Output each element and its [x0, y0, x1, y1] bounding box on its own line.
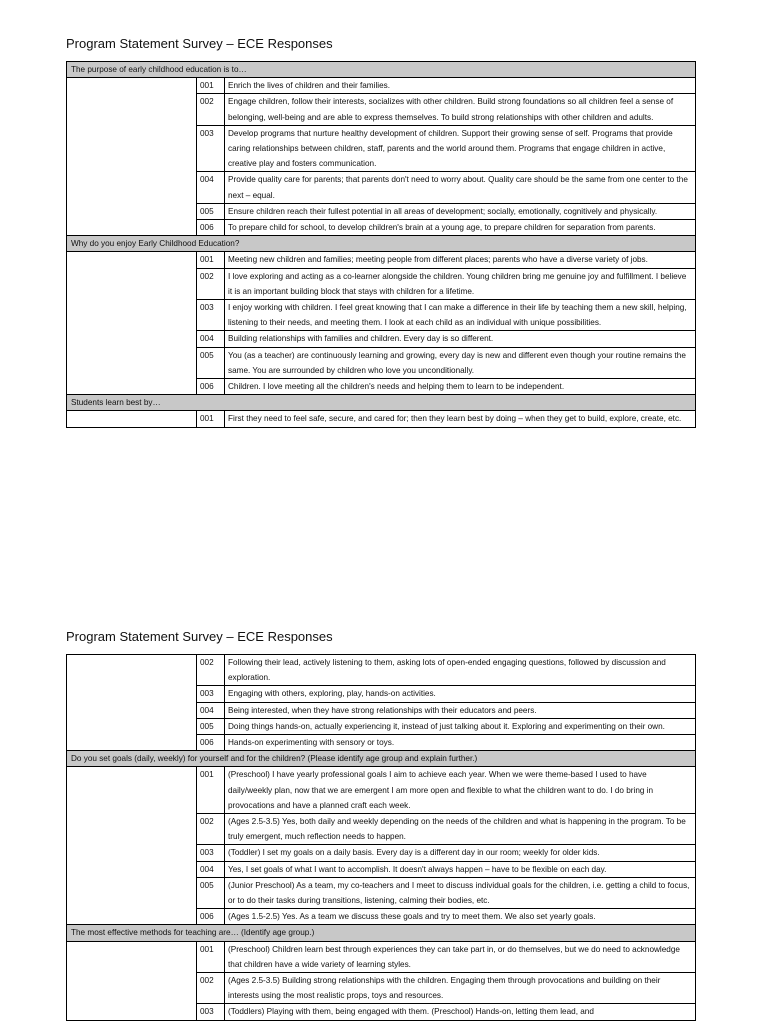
blank-cell	[67, 767, 197, 925]
answer-row	[67, 767, 696, 814]
response-text: Provide quality care for parents; that parents don't need to worry about. Quality care should be the same from one center to the next – equal.	[225, 172, 696, 203]
response-id: 004	[197, 702, 225, 718]
response-text: (Preschool) I have yearly professional goals I aim to achieve each year. When we were theme-based I used to have daily/weekly plan, now that we are emergent I am more open and flexible to what the children want to do. I do bring in provocations and have a planned craft each week.	[225, 767, 696, 814]
question-text: The purpose of early childhood education is to…	[67, 62, 696, 78]
page-title: Program Statement Survey – ECE Responses	[66, 36, 333, 51]
response-text: I enjoy working with children. I feel great knowing that I can make a difference in their life by teaching them a new skill, helping, listening to their needs, and meeting them. I look at each child as an individual with unique possibilities.	[225, 300, 696, 331]
response-id: 001	[197, 941, 225, 972]
question-row	[67, 236, 696, 252]
question-text: Why do you enjoy Early Childhood Education?	[67, 236, 696, 252]
response-id: 001	[197, 411, 225, 427]
answer-row	[67, 78, 696, 94]
response-text: (Junior Preschool) As a team, my co-teachers and I meet to discuss individual goals for the children, i.e. getting a child to focus, or to do their tasks during transitions, listening, calming their bodies, etc.	[225, 877, 696, 908]
response-id: 006	[197, 220, 225, 236]
response-id: 003	[197, 686, 225, 702]
response-id: 004	[197, 861, 225, 877]
response-text: Hands-on experimenting with sensory or toys.	[225, 735, 696, 751]
response-text: (Toddler) I set my goals on a daily basis. Every day is a different day in our room; weekly for older kids.	[225, 845, 696, 861]
question-row	[67, 925, 696, 941]
response-id: 005	[197, 718, 225, 734]
question-text: Do you set goals (daily, weekly) for yourself and for the children? (Please identify age group and explain further.)	[67, 751, 696, 767]
response-text: Ensure children reach their fullest potential in all areas of development; socially, emotionally, cognitively and physically.	[225, 203, 696, 219]
response-id: 001	[197, 78, 225, 94]
page-1	[66, 36, 695, 428]
question-row	[67, 751, 696, 767]
answer-row	[67, 655, 696, 686]
response-text: Being interested, when they have strong relationships with their educators and peers.	[225, 702, 696, 718]
response-id: 003	[197, 125, 225, 172]
response-id: 006	[197, 379, 225, 395]
response-id: 002	[197, 814, 225, 845]
page-title: Program Statement Survey – ECE Responses	[66, 629, 333, 644]
response-id: 006	[197, 735, 225, 751]
answer-row	[67, 941, 696, 972]
page-2	[66, 629, 695, 1021]
question-text: The most effective methods for teaching are… (Identify age group.)	[67, 925, 696, 941]
response-text: Following their lead, actively listening to them, asking lots of open-ended engaging questions, followed by discussion and exploration.	[225, 655, 696, 686]
response-text: Children. I love meeting all the children's needs and helping them to learn to be independent.	[225, 379, 696, 395]
response-text: To prepare child for school, to develop children's brain at a young age, to prepare children for separation from parents.	[225, 220, 696, 236]
response-text: Yes, I set goals of what I want to accomplish. It doesn't always happen – have to be flexible on each day.	[225, 861, 696, 877]
response-text: Develop programs that nurture healthy development of children. Support their growing sense of self. Programs that provide caring relationships between children, staff, parents and the world around them. Programs that engage children in active, creative play and fosters communication.	[225, 125, 696, 172]
survey-table	[66, 654, 696, 1021]
answer-row	[67, 411, 696, 427]
blank-cell	[67, 655, 197, 751]
response-text: (Ages 2.5-3.5) Building strong relationships with the children. Engaging them through provocations and building on their interests using the most realistic props, toys and resources.	[225, 973, 696, 1004]
answer-row	[67, 252, 696, 268]
response-text: You (as a teacher) are continuously learning and growing, every day is new and different even though your routine remains the same. You are surrounded by children who love you unconditionally.	[225, 347, 696, 378]
response-text: (Toddlers) Playing with them, being engaged with them. (Preschool) Hands-on, letting them lead, and	[225, 1004, 696, 1020]
response-id: 002	[197, 94, 225, 125]
response-id: 001	[197, 252, 225, 268]
response-id: 002	[197, 655, 225, 686]
survey-table	[66, 61, 696, 428]
response-text: Meeting new children and families; meeting people from different places; parents who have a diverse variety of jobs.	[225, 252, 696, 268]
blank-cell	[67, 941, 197, 1020]
response-id: 003	[197, 300, 225, 331]
response-id: 005	[197, 877, 225, 908]
response-id: 004	[197, 331, 225, 347]
response-id: 002	[197, 973, 225, 1004]
response-text: (Preschool) Children learn best through experiences they can take part in, or do themselves, but we do need to acknowledge that children have a wide variety of learning styles.	[225, 941, 696, 972]
response-id: 001	[197, 767, 225, 814]
response-id: 005	[197, 203, 225, 219]
response-text: I love exploring and acting as a co-learner alongside the children. Young children bring me genuine joy and fulfillment. I believe it is an important building block that stays with children for a lifetime.	[225, 268, 696, 299]
response-text: (Ages 2.5-3.5) Yes, both daily and weekly depending on the needs of the children and what is happening in the program. To be truly emergent, much reflection needs to happen.	[225, 814, 696, 845]
response-text: Enrich the lives of children and their families.	[225, 78, 696, 94]
blank-cell	[67, 78, 197, 236]
question-text: Students learn best by…	[67, 395, 696, 411]
question-row	[67, 395, 696, 411]
response-text: Building relationships with families and children. Every day is so different.	[225, 331, 696, 347]
response-text: First they need to feel safe, secure, and cared for; then they learn best by doing – when they get to build, explore, create, etc.	[225, 411, 696, 427]
response-id: 005	[197, 347, 225, 378]
response-text: (Ages 1.5-2.5) Yes. As a team we discuss these goals and try to meet them. We also set yearly goals.	[225, 909, 696, 925]
response-text: Doing things hands-on, actually experiencing it, instead of just talking about it. Exploring and experimenting on their own.	[225, 718, 696, 734]
response-id: 004	[197, 172, 225, 203]
blank-cell	[67, 411, 197, 427]
question-row	[67, 62, 696, 78]
response-text: Engaging with others, exploring, play, hands-on activities.	[225, 686, 696, 702]
response-id: 006	[197, 909, 225, 925]
response-text: Engage children, follow their interests, socializes with other children. Build strong foundations so all children feel a sense of belonging, well-being and are able to express themselves. To build strong relationships with other children and adults.	[225, 94, 696, 125]
response-id: 002	[197, 268, 225, 299]
response-id: 003	[197, 845, 225, 861]
response-id: 003	[197, 1004, 225, 1020]
blank-cell	[67, 252, 197, 395]
